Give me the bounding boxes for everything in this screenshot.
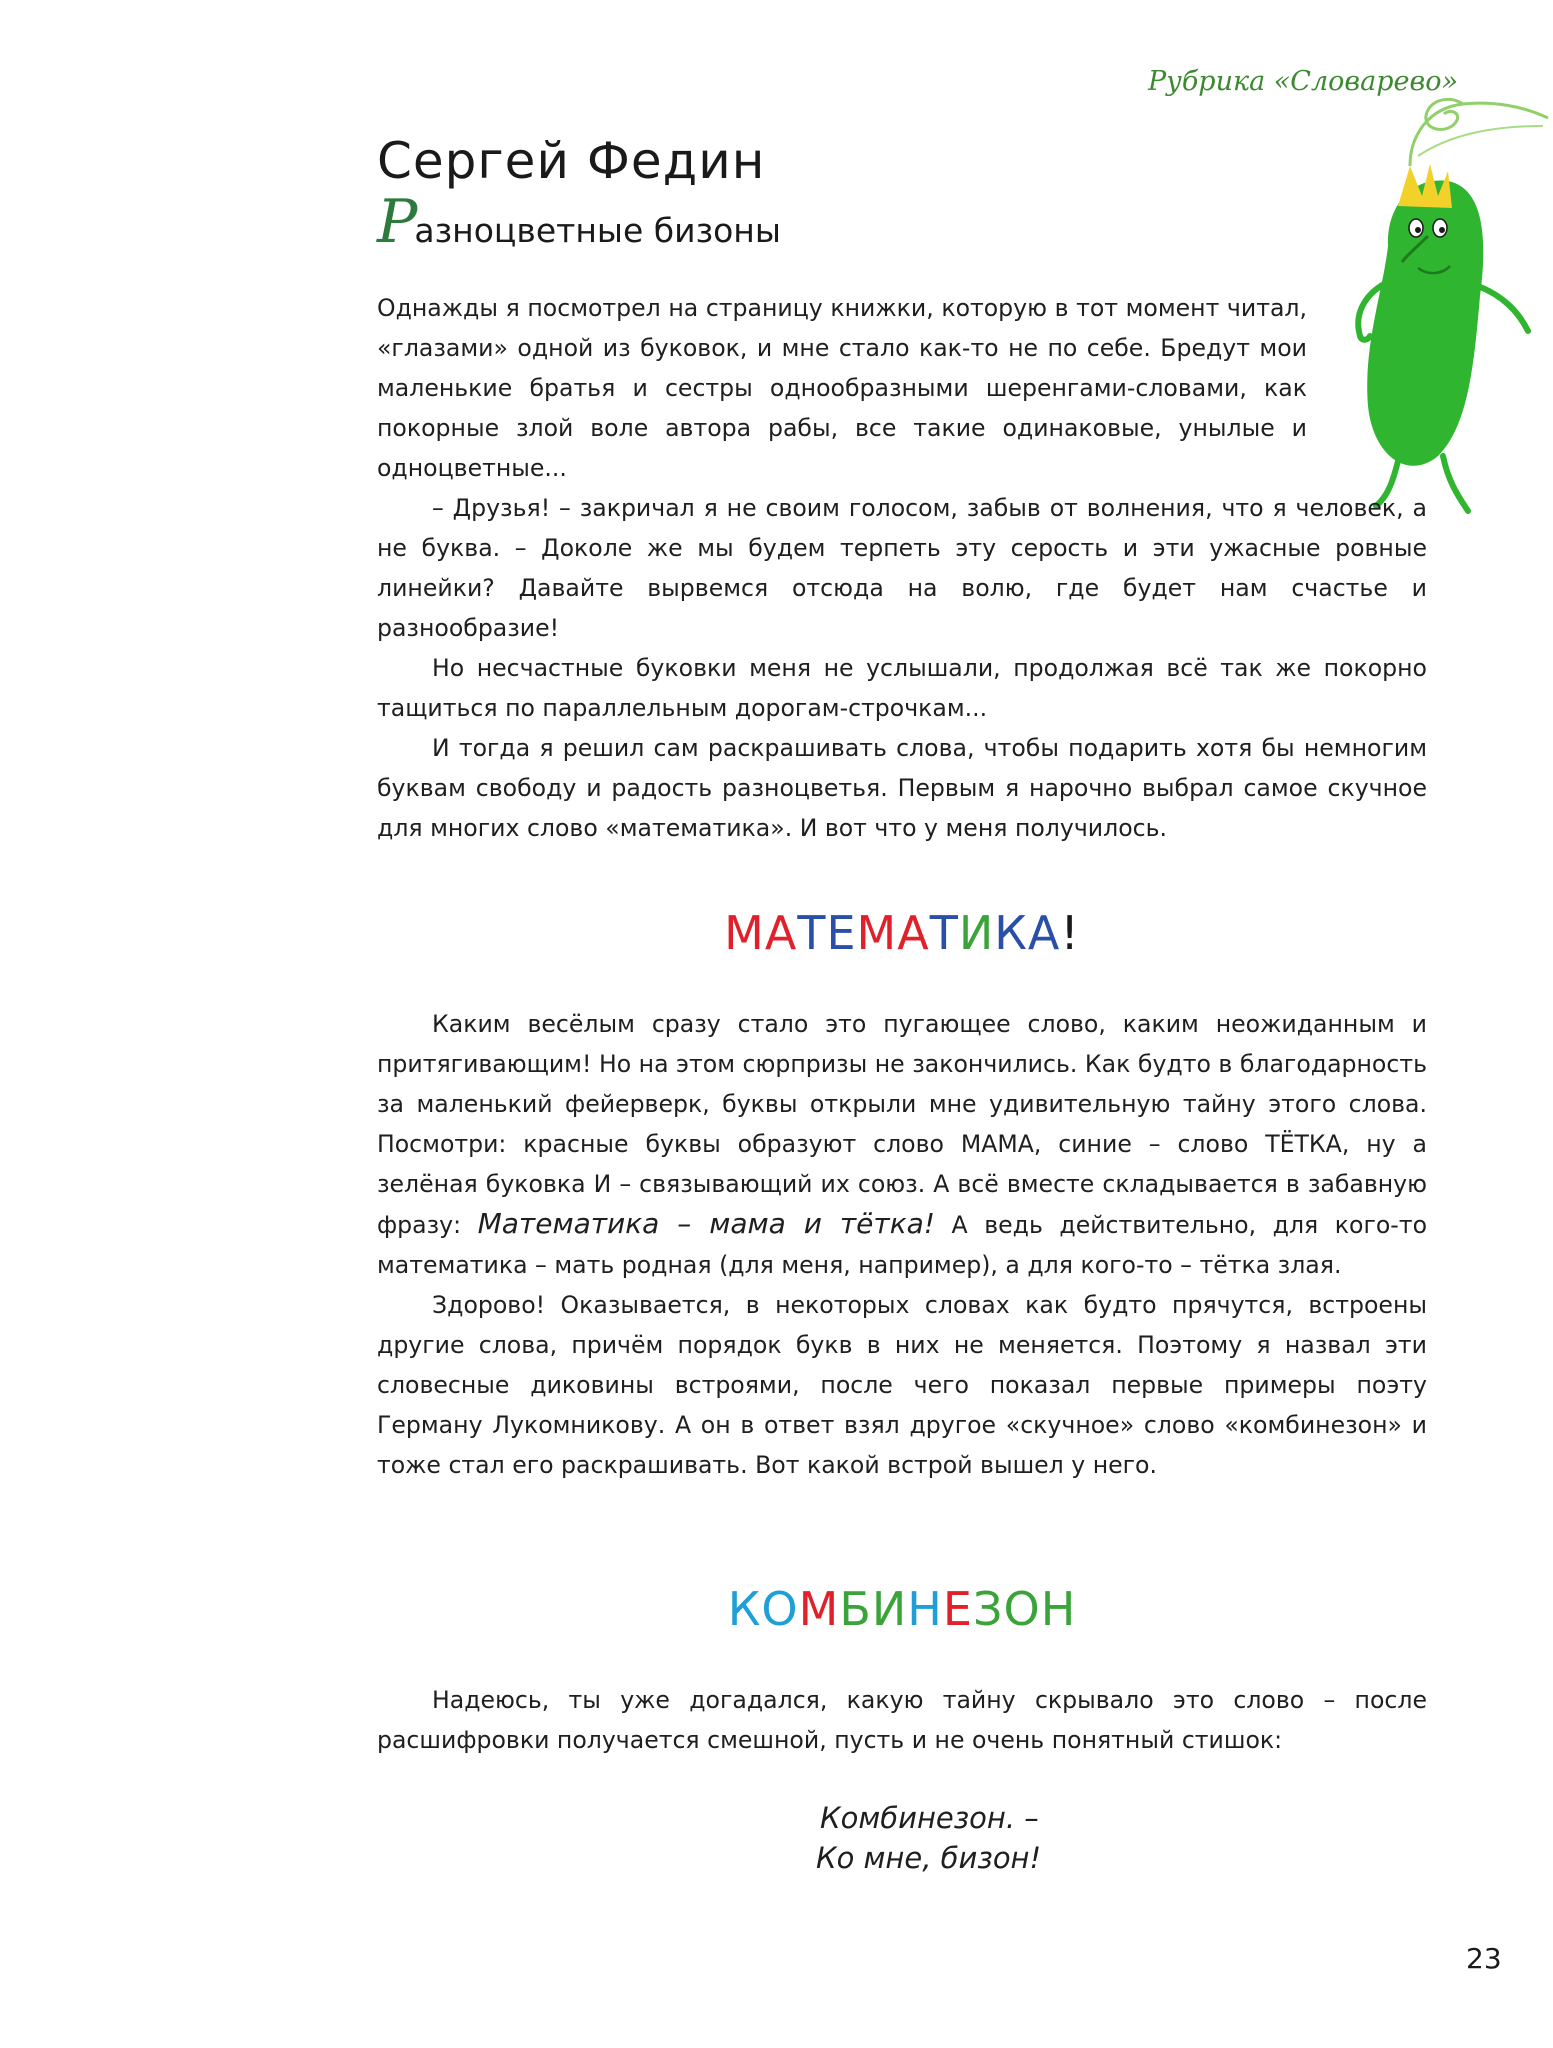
title-rest: азноцветные бизоны [414, 211, 781, 250]
colored-letter: З [972, 1582, 1004, 1636]
closing-paragraph: Надеюсь, ты уже догадался, какую тайну скрывало это слово – после расшифровки получается смешной, пусть и не очень понятный стишок: [377, 1686, 1427, 1754]
colored-letter: О [1003, 1582, 1041, 1636]
middle-paragraph-1-end: А ведь действительно, для кого-то математика – мать родная (для меня, например), а для кого-то – тётка злая. [377, 1211, 1427, 1279]
intro-text [377, 288, 1427, 848]
poem-line-2: Ко мне, бизон! [816, 1841, 1042, 1875]
intro-paragraph-1: Однажды я посмотрел на страницу книжки, которую в тот момент читал, «глазами» одной из буковок, и мне стало как-то не по себе. Бредут мои маленькие братья и сестры однообразными шеренгами-словами, как покорные злой воле автора рабы, все такие одинаковые, унылые и одноцветные... [377, 294, 1307, 482]
intro-paragraph-4: И тогда я решил сам раскрашивать слова, чтобы подарить хотя бы немногим буквам свободу и радость разноцветья. Первым я нарочно выбрал самое скучное для многих слово «математика». И вот что у меня получилось. [377, 734, 1427, 842]
colored-letter: Б [839, 1582, 872, 1636]
title-dropcap: Р [377, 187, 418, 257]
poem-line-1: Комбинезон. – [820, 1801, 1039, 1835]
colored-letter: К [727, 1582, 762, 1636]
colored-letter: М [856, 906, 898, 960]
colored-letter: Н [1040, 1582, 1077, 1636]
colored-letter: Т [929, 906, 959, 960]
colored-letter: Т [797, 906, 827, 960]
colored-letter: Е [942, 1582, 973, 1636]
rubric-label: Рубрика «Словарево» [1148, 66, 1458, 97]
colored-letter: М [724, 906, 765, 960]
colored-letter: И [871, 1582, 908, 1636]
colored-letter: К [994, 906, 1028, 960]
page-number: 23 [1466, 1942, 1502, 1975]
colored-letter: А [897, 906, 930, 960]
colored-letter: ! [1060, 906, 1080, 960]
middle-text [377, 1004, 1427, 1485]
article-title [377, 187, 781, 257]
intro-paragraph-3: Но несчастные буковки меня не услышали, продолжая всё так же покорно тащиться по параллельным дорогам-строчкам... [377, 654, 1427, 722]
colored-word-matematika [377, 906, 1427, 960]
colored-letter: О [761, 1582, 799, 1636]
middle-paragraph-1-start: Каким весёлым сразу стало это пугающее слово, каким неожиданным и притягивающим! Но на этом сюрпризы не закончились. Как будто в благодарность за маленький фейерверк, буквы открыли мне удивительную тайну этого слова. Посмотри: красные буквы образуют слово МАМА, синие – слово ТЁТКА, ну а зелёная буковка И – связывающий их союз. А всё вместе складывается в забавную фразу: [377, 1010, 1427, 1239]
intro-paragraph-2: – Друзья! – закричал я не своим голосом, забыв от волнения, что я человек, а не буква. – Доколе же мы будем терпеть эту серость и эти ужасные ровные линейки? Давайте вырвемся отсюда на волю, где будет нам счастье и разнообразие! [377, 494, 1427, 642]
colored-letter: А [1027, 906, 1061, 960]
middle-paragraph-1 [377, 1004, 1427, 1285]
colored-letter: Е [826, 906, 857, 960]
colored-letter: М [798, 1582, 840, 1636]
colored-letter: Н [907, 1582, 943, 1636]
colored-letter: И [958, 906, 995, 960]
middle-paragraph-2: Здорово! Оказывается, в некоторых словах как будто прячутся, встроены другие слова, причём порядок букв в них не меняется. Поэтому я назвал эти словесные диковины встроями, после чего показал первые примеры поэту Герману Лукомникову. А он в ответ взял другое «скучное» слово «комбинезон» и тоже стал его раскрашивать. Вот какой встрой вышел у него. [377, 1291, 1427, 1479]
highlight-phrase: Математика – мама и тётка! [477, 1207, 935, 1240]
poem [816, 1798, 1042, 1878]
author-name: Сергей Федин [377, 132, 766, 190]
closing-text [377, 1680, 1427, 1760]
colored-word-kombinezon [377, 1582, 1427, 1636]
colored-letter: А [764, 906, 798, 960]
